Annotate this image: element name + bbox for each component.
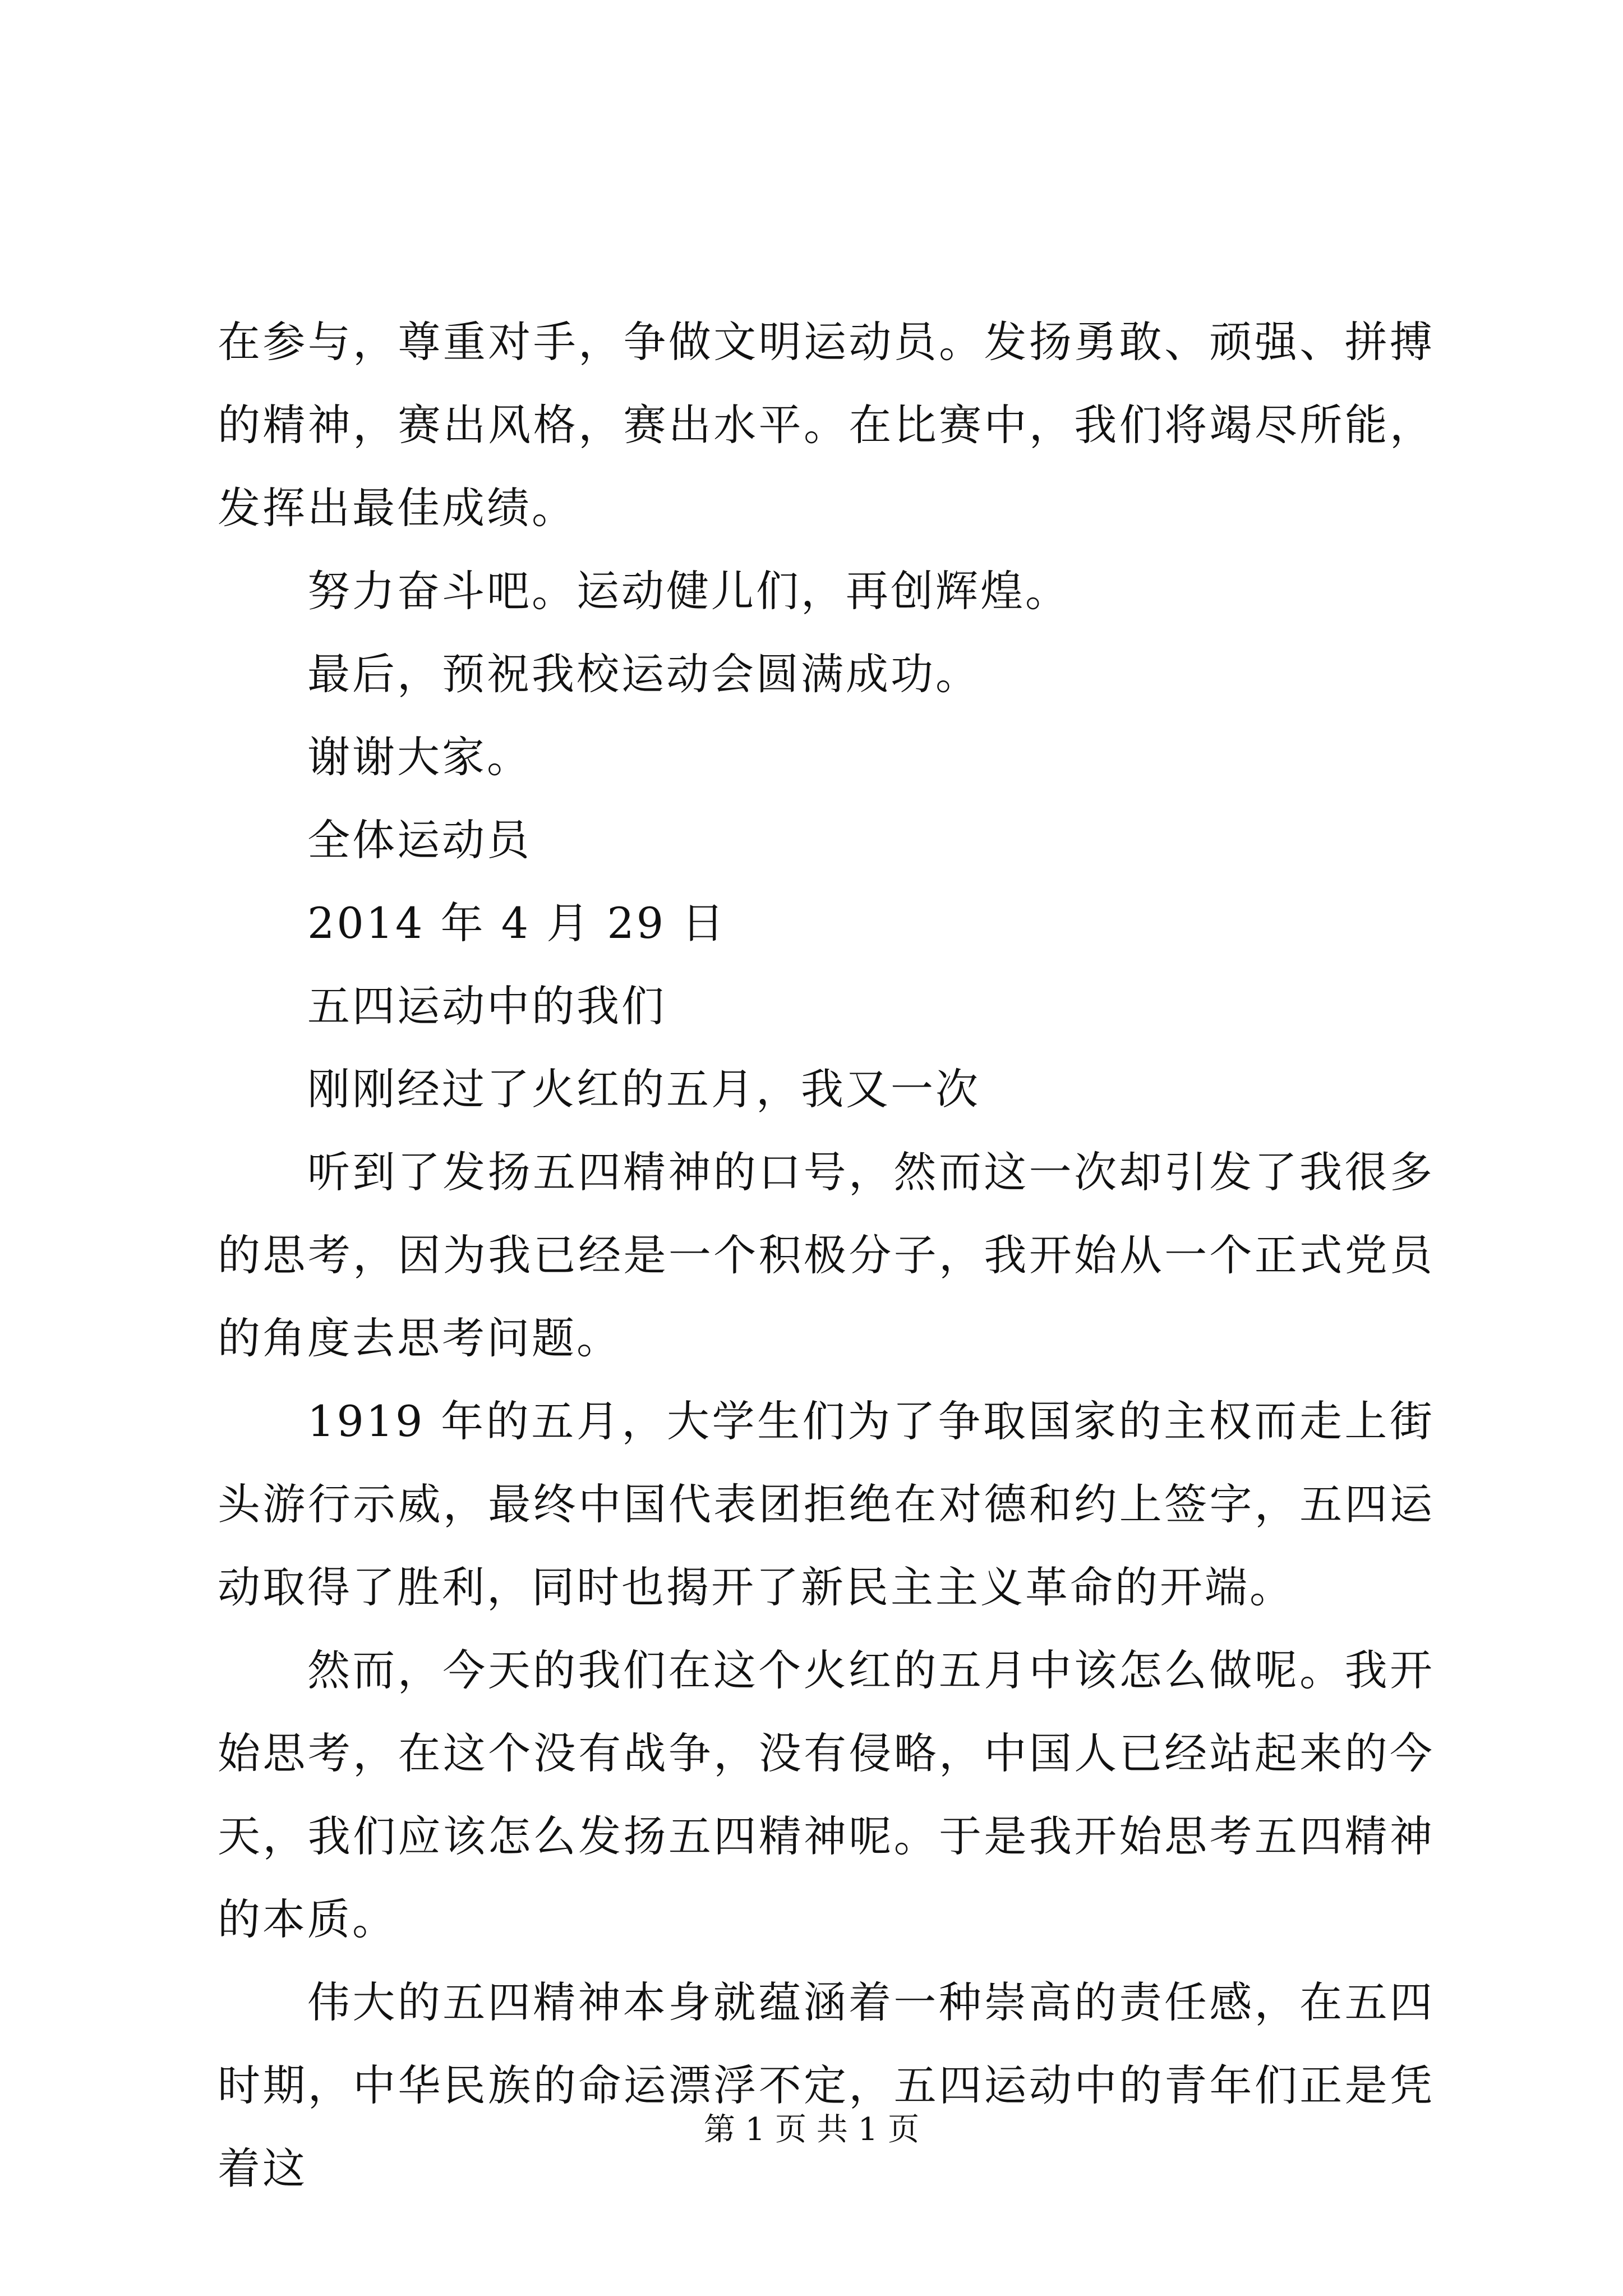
paragraph: 然而，今天的我们在这个火红的五月中该怎么做呢。我开始思考，在这个没有战争，没有侵略，中国人已经站起来的今天，我们应该怎么发扬五四精神呢。于是我开始思考五四精神的本质。: [218, 1645, 1435, 1944]
paragraph: 听到了发扬五四精神的口号，然而这一次却引发了我很多的思考，因为我已经是一个积极分子，我开始从一个正式党员的角度去思考问题。: [218, 1147, 1435, 1363]
document-body: [218, 301, 1435, 2210]
paragraph: 谢谢大家。: [307, 732, 532, 782]
paragraph: 刚刚经过了火红的五月，我又一次: [307, 1064, 980, 1114]
page-footer: 第 1 页 共 1 页: [703, 2111, 920, 2148]
paragraph: 伟大的五四精神本身就蕴涵着一种崇高的责任感，在五四时期，中华民族的命运漂浮不定，五四运动中的青年们正是凭着这: [218, 1977, 1435, 2193]
paragraph: 最后，预祝我校运动会圆满成功。: [307, 649, 980, 699]
paragraph: 1919 年的五月，大学生们为了争取国家的主权而走上街头游行示威，最终中国代表团拒绝在对德和约上签字，五四运动取得了胜利，同时也揭开了新民主主义革命的开端。: [218, 1396, 1435, 1612]
date-line: 2014 年 4 月 29 日: [307, 898, 727, 948]
section-title: 五四运动中的我们: [307, 981, 666, 1031]
paragraph: 努力奋斗吧。运动健儿们，再创辉煌。: [307, 566, 1070, 616]
paragraph: 在参与，尊重对手，争做文明运动员。发扬勇敢、顽强、拼搏的精神，赛出风格，赛出水平。在比赛中，我们将竭尽所能，发挥出最佳成绩。: [218, 317, 1435, 533]
signature-line: 全体运动员: [307, 815, 532, 865]
